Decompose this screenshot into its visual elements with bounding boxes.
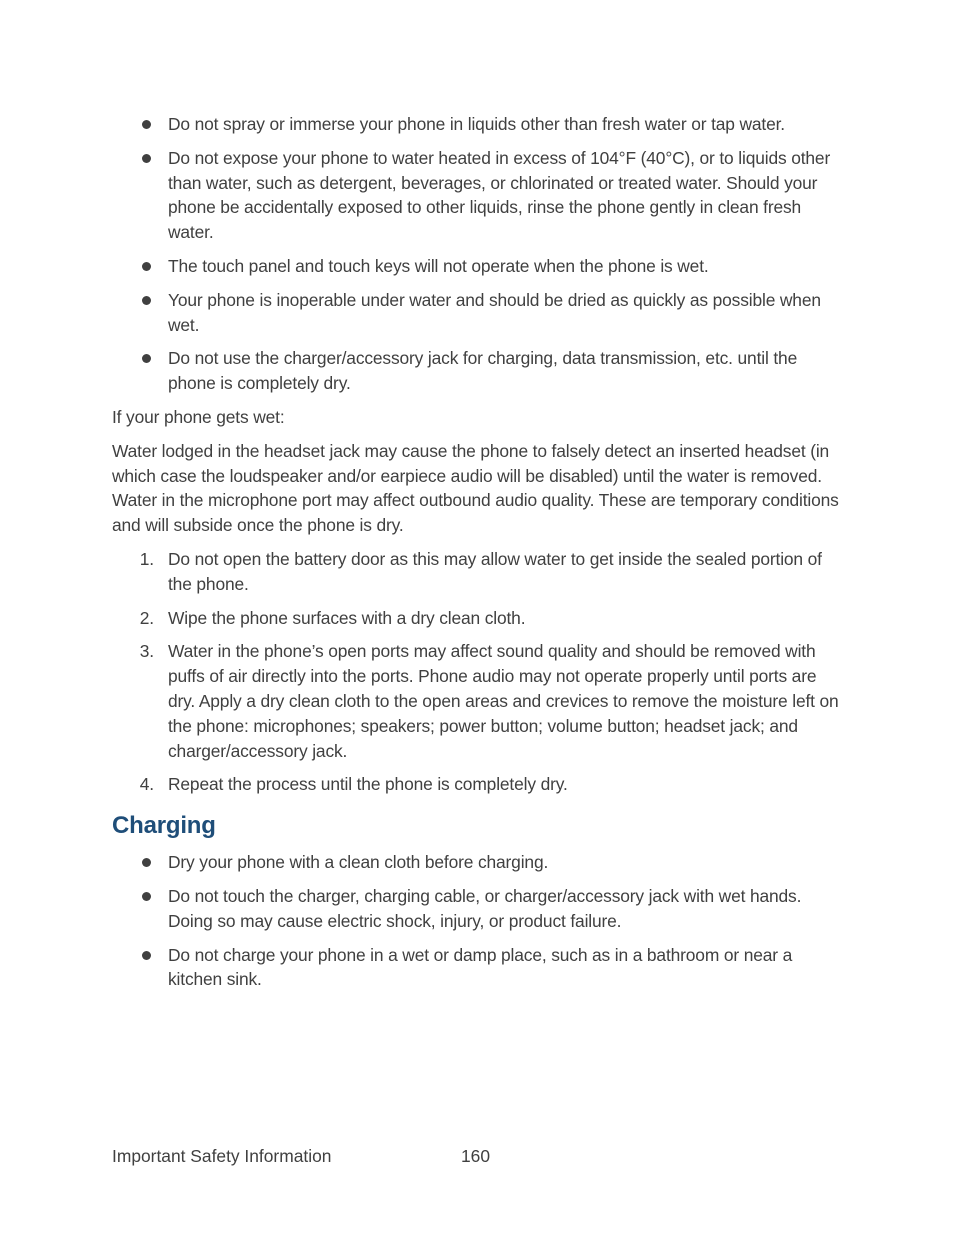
bullet-icon: [142, 892, 151, 901]
list-item-text: Do not expose your phone to water heated in excess of 104°F (40°C), or to liquids other than water, such as detergent, beverages, or chlorinated or treated water. Should your phone be accidentally exposed to other liquids, rinse the phone gently in clean fresh water.: [168, 147, 831, 243]
list-item-text: The touch panel and touch keys will not operate when the phone is wet.: [168, 255, 709, 276]
step-number: 3.: [139, 641, 154, 662]
list-item: [112, 146, 840, 245]
step-item: [112, 547, 840, 597]
charging-list: [112, 850, 840, 992]
step-number: 4.: [139, 774, 154, 795]
list-item: [112, 346, 840, 396]
step-number: 2.: [139, 607, 154, 628]
step-text: Do not open the battery door as this may allow water to get inside the sealed portion of the phone.: [168, 548, 822, 594]
list-item-text: Do not spray or immerse your phone in liquids other than fresh water or tap water.: [168, 114, 785, 134]
wet-intro: If your phone gets wet:: [112, 406, 285, 427]
bullet-icon: [142, 858, 151, 867]
step-text: Repeat the process until the phone is completely dry.: [168, 774, 568, 795]
water-precautions-list: [112, 112, 840, 396]
list-item: [112, 850, 840, 875]
list-item: [112, 254, 840, 279]
step-item: [112, 639, 840, 763]
list-item: [112, 943, 840, 993]
list-item: [112, 288, 840, 338]
list-item-text: Your phone is inoperable under water and should be dried as quickly as possible when wet.: [168, 289, 821, 335]
list-item: [112, 112, 840, 137]
list-item-text: Do not use the charger/accessory jack for charging, data transmission, etc. until the phone is completely dry.: [168, 348, 798, 394]
bullet-icon: [142, 120, 151, 129]
step-item: [112, 772, 840, 797]
page-number: 160: [461, 1146, 491, 1166]
bullet-icon: [142, 262, 151, 271]
step-number: 1.: [139, 548, 154, 569]
bullet-icon: [142, 951, 151, 960]
list-item: [112, 884, 840, 934]
step-text: Water in the phone’s open ports may affect sound quality and should be removed with puffs of air directly into the ports. Phone audio may not operate properly until ports are dry. Apply a dry clean cloth to the open areas and crevices to remove the moisture left on the phone: microphones; speakers; power button; volume button; headset jack; and charger/accessory jack.: [168, 641, 839, 761]
list-item-text: Do not touch the charger, charging cable, or charger/accessory jack with wet hands. Doing so may cause electric shock, injury, or product failure.: [168, 885, 802, 931]
step-item: [112, 606, 840, 631]
page-content: [112, 112, 840, 1001]
step-text: Wipe the phone surfaces with a dry clean cloth.: [168, 607, 526, 628]
bullet-icon: [142, 296, 151, 305]
wet-paragraph: Water lodged in the headset jack may cause the phone to falsely detect an inserted headset (in which case the loudspeaker and/or earpiece audio will be disabled) until the water is removed. Water in the microphone port may affect outbound audio quality. These are temporary conditions and will subside once the phone is dry.: [112, 440, 839, 536]
list-item-text: Do not charge your phone in a wet or damp place, such as in a bathroom or near a kitchen sink.: [168, 944, 793, 990]
bullet-icon: [142, 354, 151, 363]
section-heading-charging: Charging: [112, 812, 216, 840]
footer-title: Important Safety Information: [112, 1146, 332, 1166]
drying-steps-list: [112, 547, 840, 797]
bullet-icon: [142, 154, 151, 163]
list-item-text: Dry your phone with a clean cloth before charging.: [168, 852, 549, 873]
